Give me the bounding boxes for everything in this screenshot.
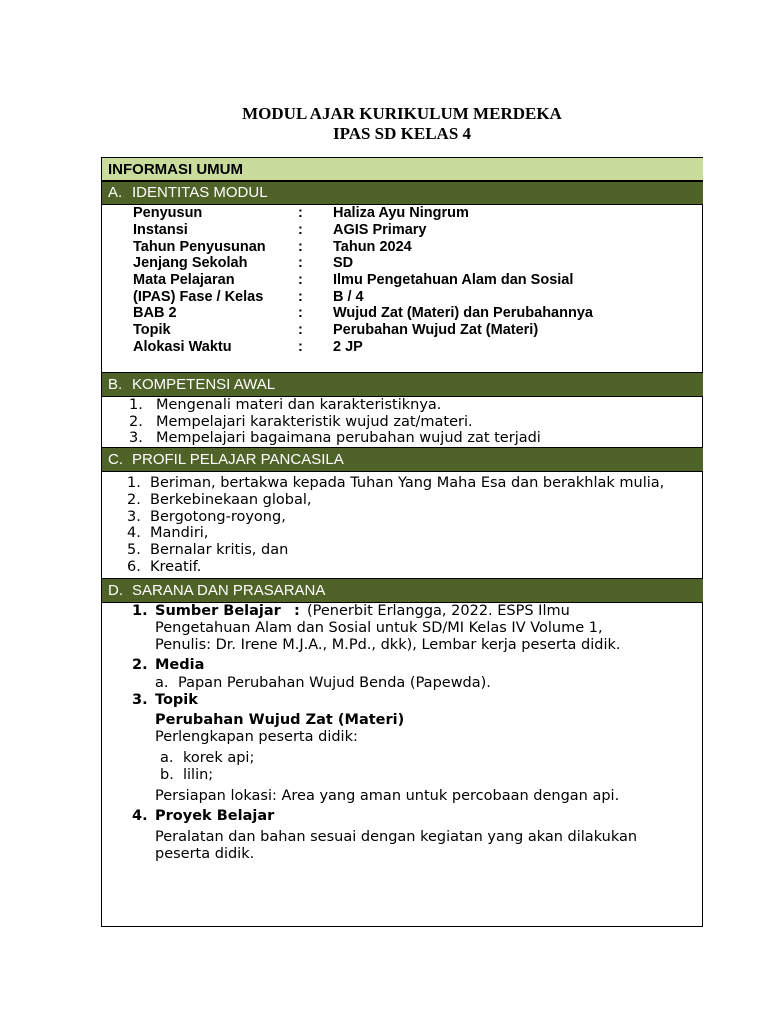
list-number: 2. xyxy=(129,414,143,430)
identitas-colon: : xyxy=(298,339,303,355)
proyek-number: 4. xyxy=(132,808,148,824)
identitas-colon: : xyxy=(298,239,303,255)
identitas-value: Tahun 2024 xyxy=(333,239,412,255)
identitas-row xyxy=(133,222,693,239)
identitas-row xyxy=(133,339,693,356)
identitas-value: 2 JP xyxy=(333,339,363,355)
list-text: Berkebinekaan global, xyxy=(150,492,312,508)
identitas-value: Ilmu Pengetahuan Alam dan Sosial xyxy=(333,272,574,288)
topik-subtitle: Perubahan Wujud Zat (Materi) xyxy=(155,712,405,728)
sumber-text-line1: (Penerbit Erlangga, 2022. ESPS Ilmu xyxy=(307,603,570,619)
identitas-colon: : xyxy=(298,255,303,271)
media-item-letter: a. xyxy=(155,675,169,691)
identitas-row xyxy=(133,272,693,289)
identitas-label: Tahun Penyusunan xyxy=(133,239,266,255)
identitas-colon: : xyxy=(298,289,303,305)
list-text: Beriman, bertakwa kepada Tuhan Yang Maha Esa dan berakhlak mulia, xyxy=(150,475,665,491)
list-number: 4. xyxy=(127,525,141,541)
list-text: Mempelajari karakteristik wujud zat/materi. xyxy=(156,414,473,430)
list-number: 3. xyxy=(129,430,143,446)
identitas-label: Alokasi Waktu xyxy=(133,339,232,355)
identitas-colon: : xyxy=(298,272,303,288)
section-a-letter: A. xyxy=(108,184,123,201)
topik-item-letter: a. xyxy=(160,750,174,766)
list-number: 2. xyxy=(127,492,141,508)
identitas-colon: : xyxy=(298,322,303,338)
sumber-label: Sumber Belajar xyxy=(155,603,281,619)
topik-item-letter: b. xyxy=(160,767,174,783)
topik-item-text: lilin; xyxy=(183,767,214,783)
identitas-label: (IPAS) Fase / Kelas xyxy=(133,289,264,305)
list-text: Mandiri, xyxy=(150,525,209,541)
list-text: Kreatif. xyxy=(150,559,202,575)
identitas-colon: : xyxy=(298,305,303,321)
identitas-label: Mata Pelajaran xyxy=(133,272,235,288)
sumber-colon: : xyxy=(294,603,300,619)
sumber-text-line2: Pengetahuan Alam dan Sosial untuk SD/MI Kelas IV Volume 1, xyxy=(155,620,603,636)
section-d-title: SARANA DAN PRASARANA xyxy=(132,582,326,599)
topik-item-text: korek api; xyxy=(183,750,255,766)
identitas-value: AGIS Primary xyxy=(333,222,427,238)
identitas-row xyxy=(133,255,693,272)
section-b-letter: B. xyxy=(108,376,123,393)
topik-label: Topik xyxy=(155,692,198,708)
section-b-title: KOMPETENSI AWAL xyxy=(132,376,276,393)
list-text: Mengenali materi dan karakteristiknya. xyxy=(156,397,442,413)
identitas-label: Jenjang Sekolah xyxy=(133,255,248,271)
list-number: 3. xyxy=(127,509,141,525)
identitas-value: Perubahan Wujud Zat (Materi) xyxy=(333,322,539,338)
sumber-number: 1. xyxy=(132,603,148,619)
topik-number: 3. xyxy=(132,692,148,708)
informasi-umum-label: INFORMASI UMUM xyxy=(108,161,243,178)
identitas-label: BAB 2 xyxy=(133,305,177,321)
identitas-label: Instansi xyxy=(133,222,188,238)
section-a-title: IDENTITAS MODUL xyxy=(132,184,268,201)
identitas-label: Penyusun xyxy=(133,205,203,221)
list-number: 5. xyxy=(127,542,141,558)
list-number: 1. xyxy=(129,397,143,413)
identitas-value: B / 4 xyxy=(333,289,364,305)
section-d-header xyxy=(102,578,703,603)
informasi-umum-header xyxy=(102,157,703,181)
proyek-text-line1: Peralatan dan bahan sesuai dengan kegiatan yang akan dilakukan xyxy=(155,829,638,845)
list-number: 1. xyxy=(127,475,141,491)
identitas-label: Topik xyxy=(133,322,171,338)
section-c-title: PROFIL PELAJAR PANCASILA xyxy=(132,451,344,468)
section-a-header xyxy=(102,181,703,205)
identitas-row xyxy=(133,322,693,339)
section-c-header xyxy=(102,447,703,472)
identitas-row xyxy=(133,239,693,256)
identitas-row xyxy=(133,205,693,222)
sumber-text-line3: Penulis: Dr. Irene M.J.A., M.Pd., dkk), Lembar kerja peserta didik. xyxy=(155,637,621,653)
perlengkapan-text: Perlengkapan peserta didik: xyxy=(155,729,358,745)
identitas-colon: : xyxy=(298,205,303,221)
proyek-text-line2: peserta didik. xyxy=(155,846,255,862)
identitas-value: Wujud Zat (Materi) dan Perubahannya xyxy=(333,305,593,321)
section-b-header xyxy=(102,372,703,397)
document-title-line1: MODUL AJAR KURIKULUM MERDEKA xyxy=(242,104,562,123)
media-item-text: Papan Perubahan Wujud Benda (Papewda). xyxy=(178,675,491,691)
identitas-value: Haliza Ayu Ningrum xyxy=(333,205,469,221)
list-text: Mempelajari bagaimana perubahan wujud zat terjadi xyxy=(156,430,541,446)
media-number: 2. xyxy=(132,657,148,673)
list-text: Bernalar kritis, dan xyxy=(150,542,289,558)
identitas-row xyxy=(133,305,693,322)
section-d-letter: D. xyxy=(108,582,123,599)
section-c-letter: C. xyxy=(108,451,123,468)
media-label: Media xyxy=(155,657,205,673)
identitas-colon: : xyxy=(298,222,303,238)
identitas-row xyxy=(133,289,693,306)
list-number: 6. xyxy=(127,559,141,575)
identitas-value: SD xyxy=(333,255,354,271)
document-title-line2: IPAS SD KELAS 4 xyxy=(332,124,472,143)
proyek-label: Proyek Belajar xyxy=(155,808,275,824)
lokasi-text: Persiapan lokasi: Area yang aman untuk percobaan dengan api. xyxy=(155,788,620,804)
list-text: Bergotong-royong, xyxy=(150,509,286,525)
